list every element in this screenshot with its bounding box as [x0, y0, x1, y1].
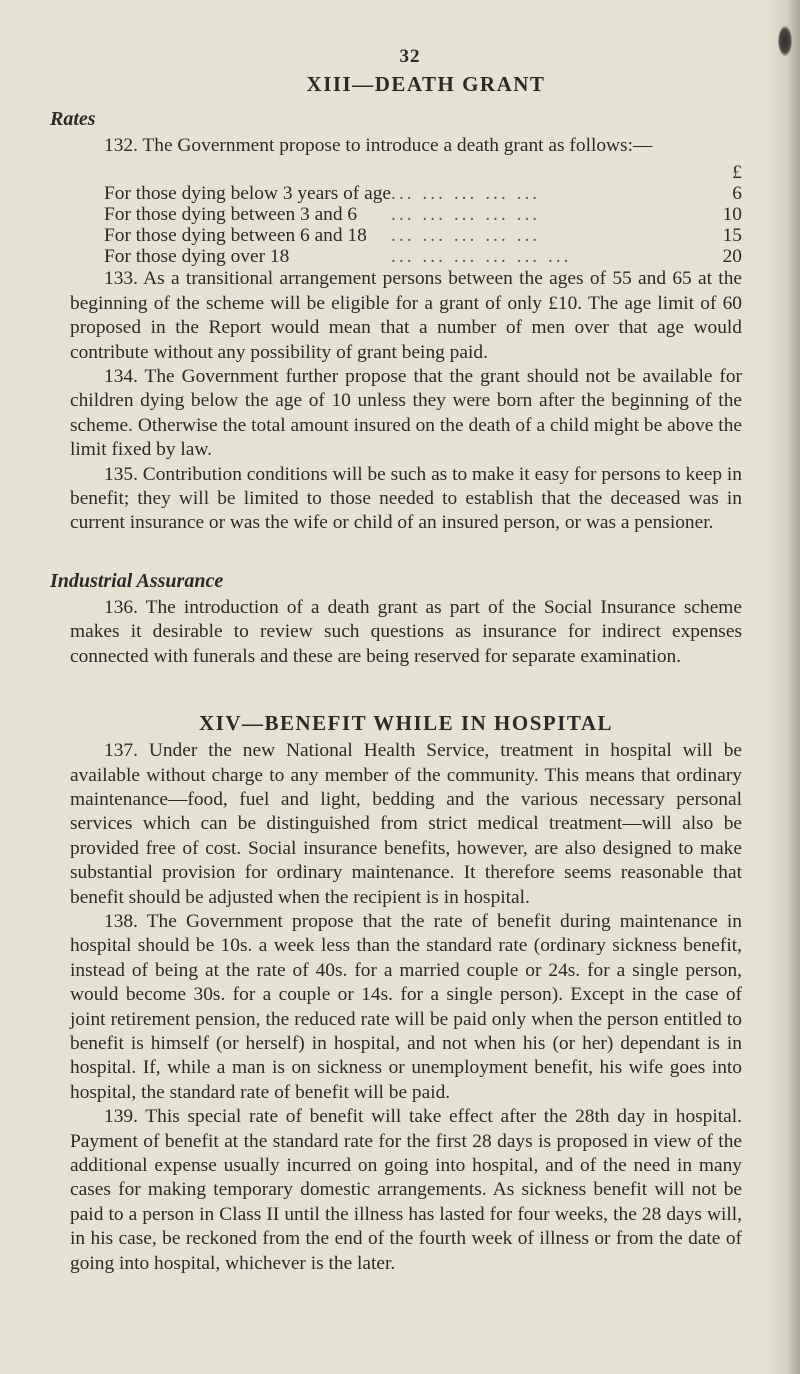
paragraph-133: 133. As a transitional arrangement persons between the ages of 55 and 65 at the beginning of the scheme will be eligible for a grant of only £10. The age limit of 60 proposed in the Report would mean that a number of men over that age would contribute without any possibility of grant being paid.: [70, 268, 742, 363]
rate-row: [70, 204, 742, 225]
rate-amount: 10: [722, 204, 742, 226]
currency-symbol: £: [732, 162, 742, 184]
scan-edge-shadow: [766, 0, 800, 1374]
rate-row: [70, 225, 742, 246]
paragraph-138: 138. The Government propose that the rate of benefit during maintenance in hospital should be 10s. a week less than the standard rate (ordinary sickness benefit, instead of being at the rate of 40s. for a married couple or 24s. for a single person, would become 30s. for a couple or 14s. for a single person). Except in the case of joint retirement pension, the reduced rate will be paid only when the person entitled to benefit is himself (or herself) in hospital, and not when his (or her) dependant is in hospital. If, while a man is on sickness or unemployment benefit, his wife goes into hospital, the standard rate of benefit will be paid.: [70, 910, 742, 1103]
page-number: 32: [399, 46, 421, 67]
section-heading-death-grant: XIII—DEATH GRANT: [306, 72, 546, 96]
rate-amount: 15: [722, 225, 742, 247]
scan-corner-mark: [778, 26, 792, 56]
document-page: [50, 46, 742, 1276]
rate-label: For those dying between 6 and 18: [104, 225, 367, 247]
paragraph-137: 137. Under the new National Health Service, treatment in hospital will be available without charge to any member of the community. This means that ordinary maintenance—food, fuel and light, bedding and the various necessary personal services which can be distinguished from strict medical treatment—will also be provided free of cost. Social insurance benefits, however, are also designed to make substantial provision for ordinary maintenance. It therefore seems reasonable that benefit should be adjusted when the recipient is in hospital.: [70, 740, 742, 908]
paragraph-139: 139. This special rate of benefit will take effect after the 28th day in hospital. Payment of benefit at the standard rate for the first 28 days is proposed in view of the additional expense usually incurred on going into hospital, and of the need in many cases for making temporary domestic arrangements. As sickness benefit will not be paid to a person in Class II until the illness has lasted for four weeks, the 28 days will, in his case, be reckoned from the end of the fourth week of illness or from the date of going into hospital, whichever is the later.: [70, 1106, 742, 1274]
paragraph-134: 134. The Government further propose that the grant should not be available for children dying below the age of 10 unless they were born after the beginning of the scheme. Otherwise the total amount insured on the death of a child might be above the limit fixed by law.: [70, 366, 742, 461]
subheading-rates: Rates: [50, 108, 96, 130]
paragraph-135: 135. Contribution conditions will be such as to make it easy for persons to keep in benefit; they will be limited to those needed to establish that the deceased was in current insurance or was the wife or child of an insured person, or was a pensioner.: [70, 463, 742, 534]
rate-leader-dots: ... ... ... ... ...: [391, 183, 541, 205]
rates-table: [70, 162, 742, 267]
subheading-industrial-assurance: Industrial Assurance: [50, 569, 224, 592]
rate-label: For those dying below 3 years of age: [104, 183, 392, 205]
rates-currency-row: [70, 162, 742, 183]
section-heading-benefit-hospital: XIV—BENEFIT WHILE IN HOSPITAL: [198, 711, 613, 736]
rate-label: For those dying over 18: [104, 246, 290, 268]
rate-leader-dots: ... ... ... ... ...: [391, 204, 541, 226]
paragraph-132: 132. The Government propose to introduce a death grant as follows:—: [104, 135, 653, 156]
paragraph-136: 136. The introduction of a death grant as part of the Social Insurance scheme makes it desirable to review such questions as insurance for indirect expenses connected with funerals and these are being reserved for separate examination.: [70, 596, 742, 667]
rate-leader-dots: ... ... ... ... ... ...: [391, 246, 572, 268]
rate-row: [70, 246, 742, 267]
rate-leader-dots: ... ... ... ... ...: [391, 225, 541, 247]
rate-amount: 20: [722, 246, 742, 268]
rate-amount: 6: [732, 183, 742, 205]
rate-label: For those dying between 3 and 6: [104, 204, 358, 226]
rate-row: [70, 183, 742, 204]
